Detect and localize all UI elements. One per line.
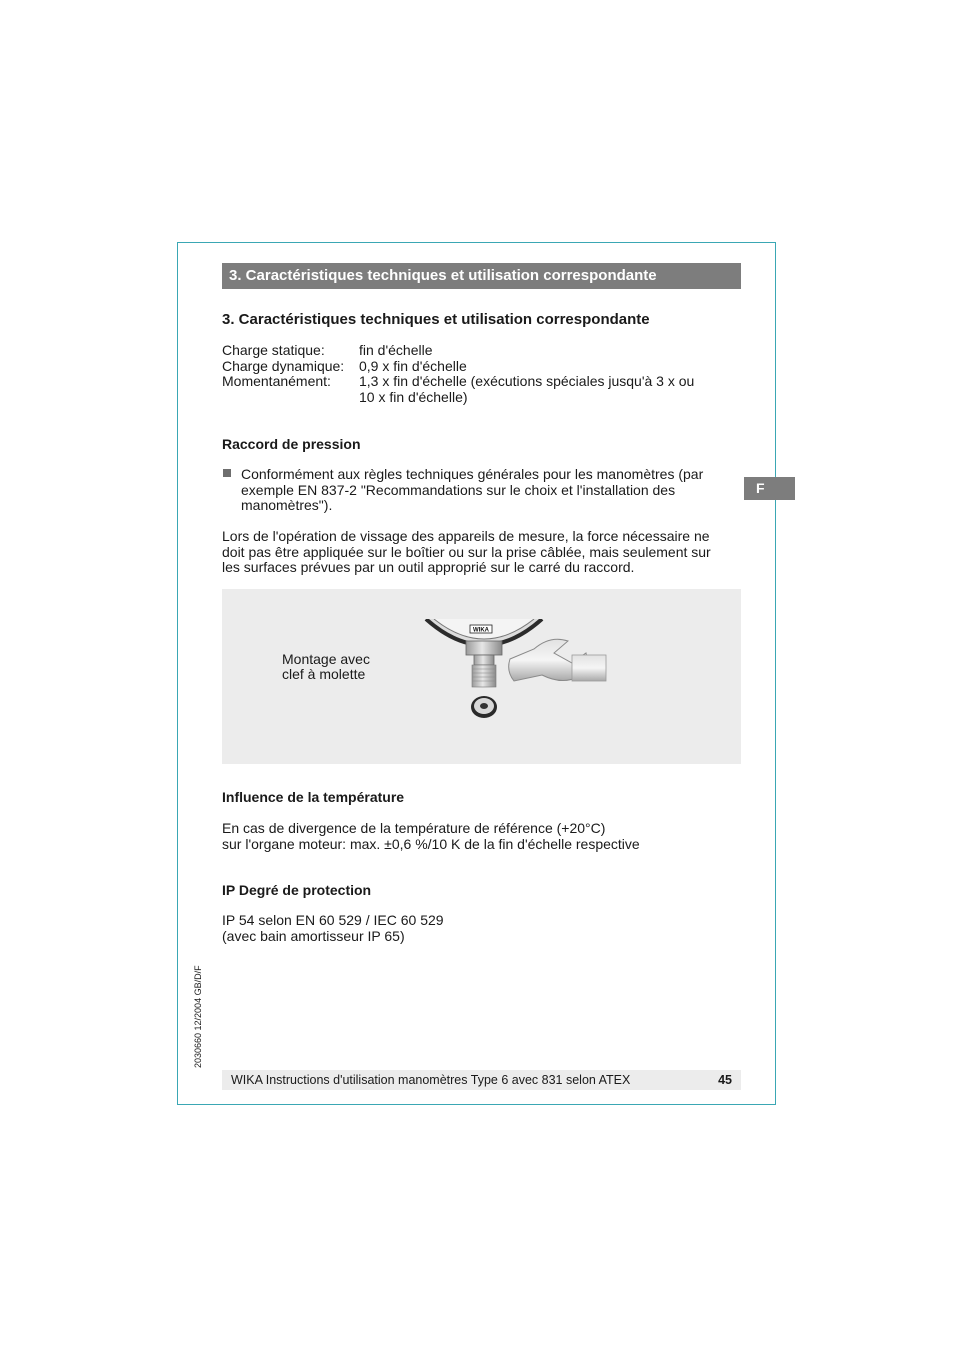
bullet-text-line: Conformément aux règles techniques générales pour les manomètres (par bbox=[241, 466, 704, 482]
raccord-paragraph-line: doit pas être appliquée sur le boîtier ou sur la prise câblée, mais seulement sur bbox=[222, 543, 711, 560]
temperature-heading: Influence de la température bbox=[222, 789, 405, 805]
figure-caption-line: clef à molette bbox=[282, 666, 366, 682]
bullet-text-line: exemple EN 837-2 "Recommandations sur le choix et l'installation des bbox=[241, 481, 676, 498]
spec-label: Charge statique: bbox=[222, 342, 325, 358]
language-tab: F bbox=[744, 477, 795, 500]
raccord-heading: Raccord de pression bbox=[222, 436, 361, 452]
document-code: 2030660 12/2004 GB/D/F bbox=[193, 965, 203, 1068]
spec-label: Charge dynamique: bbox=[222, 358, 345, 374]
bullet-square-icon bbox=[223, 469, 231, 477]
temperature-line: sur l'organe moteur: max. ±0,6 %/10 K de la fin d'échelle respective bbox=[222, 835, 640, 852]
footer-title: WIKA Instructions d'utilisation manomètres Type 6 avec 831 selon ATEX bbox=[231, 1073, 631, 1087]
footer-bar bbox=[222, 1070, 741, 1090]
gauge-brand-label: WIKA bbox=[473, 627, 489, 634]
spec-value: 10 x fin d'échelle) bbox=[359, 389, 468, 405]
spec-value: 1,3 x fin d'échelle (exécutions spéciales jusqu'à 3 x ou bbox=[359, 373, 695, 389]
figure-caption-line: Montage avec bbox=[282, 651, 370, 667]
sealing-washer-icon bbox=[471, 696, 497, 718]
protection-line: IP 54 selon EN 60 529 / IEC 60 529 bbox=[222, 912, 444, 928]
raccord-paragraph-line: les surfaces prévues par un outil approprié sur le carré du raccord. bbox=[222, 559, 635, 575]
bullet-text-line: manomètres"). bbox=[241, 497, 333, 513]
spec-label: Momentanément: bbox=[222, 373, 331, 389]
section-heading: 3. Caractéristiques techniques et utilisation correspondante bbox=[222, 311, 650, 328]
section-title-bar: 3. Caractéristiques techniques et utilisation correspondante bbox=[222, 263, 741, 289]
figure-panel bbox=[222, 589, 741, 764]
protection-heading: IP Degré de protection bbox=[222, 882, 372, 898]
protection-line: (avec bain amortisseur IP 65) bbox=[222, 927, 405, 944]
gauge-wrench-illustration bbox=[422, 619, 612, 729]
wrench-icon bbox=[509, 639, 606, 681]
spec-value: fin d'échelle bbox=[359, 342, 433, 358]
temperature-line: En cas de divergence de la température de référence (+20°C) bbox=[222, 820, 606, 836]
spec-value: 0,9 x fin d'échelle bbox=[359, 358, 467, 374]
raccord-paragraph-line: Lors de l'opération de vissage des appareils de mesure, la force nécessaire ne bbox=[222, 528, 710, 544]
page-number: 45 bbox=[718, 1073, 732, 1087]
